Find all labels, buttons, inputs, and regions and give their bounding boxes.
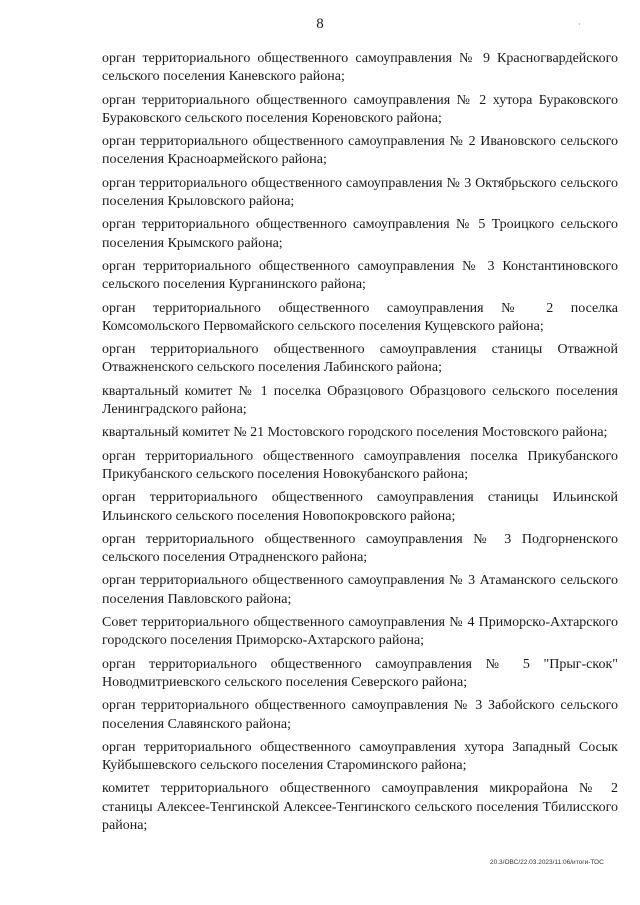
list-item: квартальный комитет № 1 поселка Образцового Образцового сельского поселения Ленинградского района; <box>102 383 618 418</box>
list-item: орган территориального общественного самоуправления № 3 Октябрьского сельского поселения Крыловского района; <box>102 175 618 210</box>
list-item: орган территориального общественного самоуправления № 9 Красногвардейского сельского поселения Каневского района; <box>102 51 618 85</box>
list-item: Совет территориального общественного самоуправления № 4 Приморско-Ахтарского городского поселения Приморско-Ахтарского района; <box>102 615 618 649</box>
list-item: орган территориального общественного самоуправления станицы Ильинской Ильинского сельского поселения Новопокровского района; <box>102 490 618 524</box>
list-item: орган территориального общественного самоуправления № 3 Атаманского сельского поселения Павловского района; <box>102 573 618 607</box>
list-item: орган территориального общественного самоуправления № 3 Забойского сельского поселения Славянского района; <box>102 698 618 732</box>
list-item: орган территориального общественного самоуправления № 5 "Прыг-скок" Новодмитриевского сельского поселения Северского района; <box>102 656 618 690</box>
list-item: квартальный комитет № 21 Мостовского городского поселения Мостовского района; <box>102 425 608 441</box>
corner-mark: · <box>578 20 581 29</box>
list-item: орган территориального общественного самоуправления № 2 хутора Бураковского Бураковского сельского поселения Кореновского района; <box>102 92 618 126</box>
list-item: орган территориального общественного самоуправления поселка Прикубанского Прикубанского сельского поселения Новокубанского района; <box>102 448 618 482</box>
list-item: орган территориального общественного самоуправления № 5 Троицкого сельского поселения Крымского района; <box>102 217 618 251</box>
list-item: орган территориального общественного самоуправления № 3 Подгорненского сельского поселения Отрадненского района; <box>102 531 618 566</box>
document-footer-code: 20.3/ОВС/22.03.2023/11:06/итоги-ТОС <box>490 859 604 866</box>
list-item: орган территориального общественного самоуправления № 2 Ивановского сельского поселения Красноармейского района; <box>102 134 618 168</box>
list-item: орган территориального общественного самоуправления станицы Отважной Отважненского сельского поселения Лабинского района; <box>102 342 618 376</box>
document-body <box>102 50 618 840</box>
list-item: орган территориального общественного самоуправления хутора Западный Сосык Куйбышевского сельского поселения Староминского района; <box>102 739 618 774</box>
list-item: комитет территориального общественного самоуправления микрорайона № 2 станицы Алексее-Тенгинской Алексее-Тенгинского сельского поселения Тбилисского района; <box>102 781 618 833</box>
list-item: орган территориального общественного самоуправления № 3 Константиновского сельского поселения Курганинского района; <box>102 258 618 293</box>
list-item: орган территориального общественного самоуправления № 2 поселка Комсомольского Первомайского сельского поселения Кущевского района; <box>102 300 618 334</box>
page-number: 8 <box>316 16 324 32</box>
